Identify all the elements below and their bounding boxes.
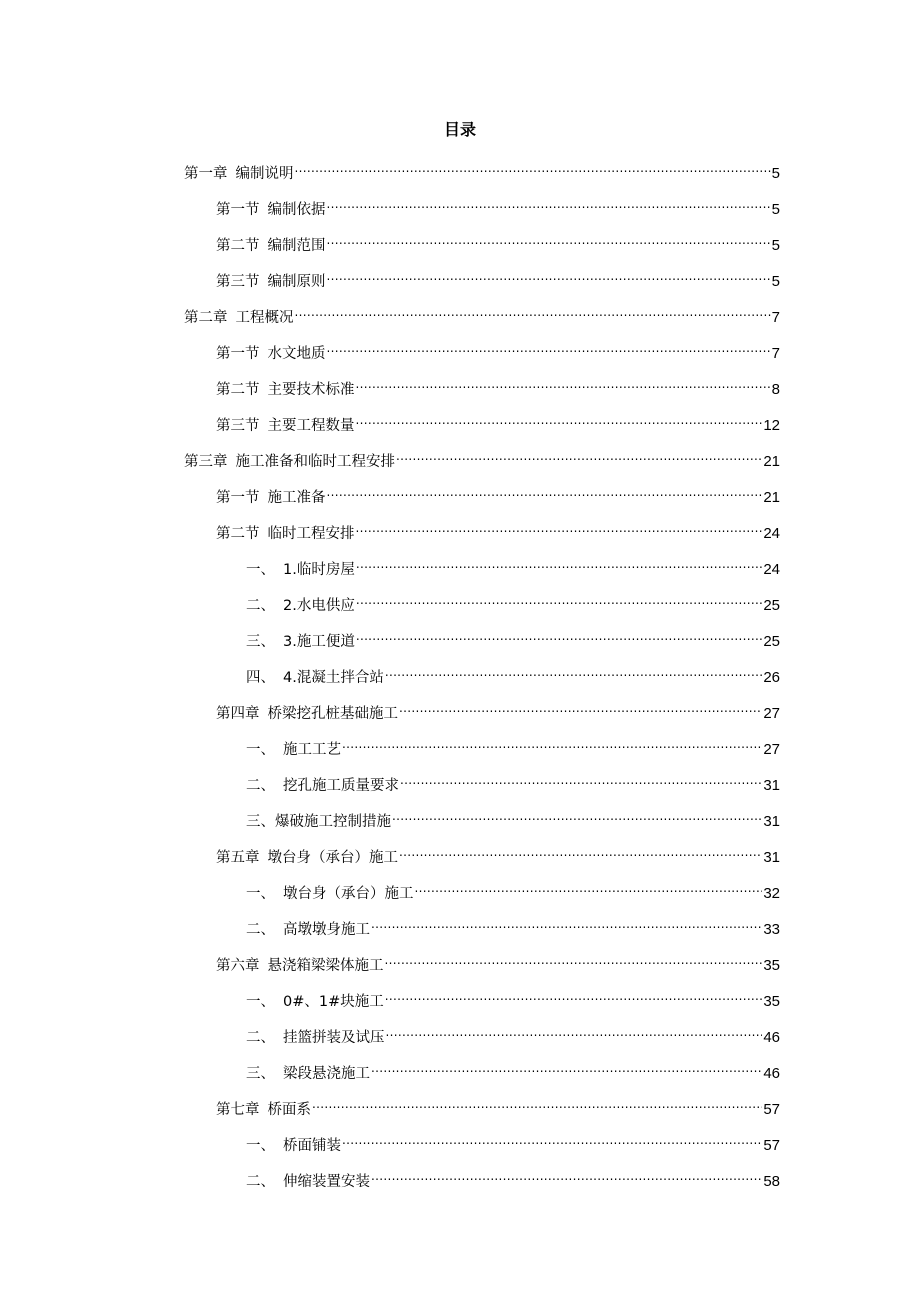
toc-page-number: 35 xyxy=(763,993,780,1010)
toc-page-number: 35 xyxy=(763,957,780,974)
toc-entry-label xyxy=(246,630,355,654)
toc-entry[interactable] xyxy=(246,730,780,758)
toc-entry-number: 第三章 xyxy=(184,454,228,470)
toc-entry-label xyxy=(216,1098,311,1122)
toc-page-number: 7 xyxy=(771,345,780,362)
toc-entry-text: 工程概况 xyxy=(235,310,294,326)
dot-leader xyxy=(371,1162,762,1186)
toc-entry-label xyxy=(246,774,399,798)
toc-entry-number: 第三节 xyxy=(216,274,260,290)
dot-leader xyxy=(295,154,771,178)
toc-entry-number: 第六章 xyxy=(216,958,260,974)
toc-page-number: 57 xyxy=(763,1137,780,1154)
toc-entry[interactable] xyxy=(216,406,780,434)
toc-entry-number: 第四章 xyxy=(216,706,260,722)
toc-entry-label xyxy=(246,882,414,906)
toc-entry-number: 二、 xyxy=(246,778,275,794)
toc-page-number: 5 xyxy=(771,273,780,290)
toc-entry-text: 4.混凝土拌合站 xyxy=(283,670,384,686)
toc-entry-text: 高墩墩身施工 xyxy=(283,922,370,938)
toc-entry-text: 墩台身（承台）施工 xyxy=(267,850,398,866)
dot-leader xyxy=(356,514,763,538)
toc-page-number: 25 xyxy=(763,597,780,614)
toc-entry[interactable] xyxy=(246,658,780,686)
toc-entry-number: 第三节 xyxy=(216,418,260,434)
dot-leader xyxy=(356,622,762,646)
toc-entry[interactable] xyxy=(216,190,780,218)
toc-entry[interactable] xyxy=(246,622,780,650)
dot-leader xyxy=(356,370,771,394)
toc-entry-text: 施工工艺 xyxy=(283,742,341,758)
toc-entry[interactable] xyxy=(246,550,780,578)
toc-entry-label xyxy=(184,306,294,330)
toc-entry-number: 第二章 xyxy=(184,310,228,326)
toc-entry-text: 伸缩装置安装 xyxy=(283,1174,370,1190)
dot-leader xyxy=(399,694,762,718)
toc-entry[interactable] xyxy=(246,1018,780,1046)
toc-page-number: 25 xyxy=(763,633,780,650)
toc-entry[interactable] xyxy=(246,1162,780,1190)
dot-leader xyxy=(342,1126,762,1150)
toc-entry-label xyxy=(246,1026,385,1050)
toc-entry-number: 三、 xyxy=(246,814,275,830)
toc-entry-text: 临时工程安排 xyxy=(267,526,355,542)
toc-entry-number: 三、 xyxy=(246,634,275,650)
toc-entry-label xyxy=(216,414,355,438)
toc-page-number: 58 xyxy=(763,1173,780,1190)
toc-entry-label xyxy=(184,162,294,186)
toc-entry[interactable] xyxy=(216,226,780,254)
toc-entry-number: 二、 xyxy=(246,922,275,938)
toc-entry-text: 桥梁挖孔桩基础施工 xyxy=(267,706,398,722)
dot-leader xyxy=(415,874,763,898)
toc-entry-label xyxy=(246,666,384,690)
toc-entry[interactable] xyxy=(184,298,780,326)
toc-entry[interactable] xyxy=(246,1054,780,1082)
toc-entry-text: 桥面铺装 xyxy=(283,1138,341,1154)
toc-entry[interactable] xyxy=(216,334,780,362)
toc-entry-number: 第二节 xyxy=(216,238,260,254)
toc-entry-label xyxy=(246,738,341,762)
dot-leader xyxy=(356,586,762,610)
dot-leader xyxy=(356,550,762,574)
toc-entry-number: 二、 xyxy=(246,1174,275,1190)
toc-entry[interactable] xyxy=(216,514,780,542)
toc-entry-number: 第一章 xyxy=(184,166,228,182)
toc-page-number: 46 xyxy=(763,1065,780,1082)
toc-entry-label xyxy=(246,1134,341,1158)
dot-leader xyxy=(327,478,763,502)
dot-leader xyxy=(371,910,762,934)
dot-leader xyxy=(327,226,771,250)
toc-entry-label xyxy=(216,234,326,258)
toc-entry-label xyxy=(246,1062,370,1086)
toc-entry-text: 2.水电供应 xyxy=(283,598,355,614)
toc-entry-number: 第二节 xyxy=(216,526,260,542)
toc-page-number: 5 xyxy=(771,237,780,254)
toc-entry-number: 第一节 xyxy=(216,346,260,362)
toc-entry-number: 一、 xyxy=(246,742,275,758)
toc-entry-label xyxy=(246,594,355,618)
toc-entry-label xyxy=(216,342,326,366)
toc-entry[interactable] xyxy=(246,802,780,830)
toc-entry-number: 第二节 xyxy=(216,382,260,398)
toc-entry-number: 四、 xyxy=(246,670,275,686)
toc-entry-text: 桥面系 xyxy=(267,1102,311,1118)
toc-entry-text: 3.施工便道 xyxy=(283,634,355,650)
toc-entry-number: 二、 xyxy=(246,598,275,614)
dot-leader xyxy=(392,802,762,826)
toc-page-number: 31 xyxy=(763,849,780,866)
toc-entry[interactable] xyxy=(216,694,780,722)
toc-entry-text: 主要技术标准 xyxy=(267,382,355,398)
dot-leader xyxy=(312,1090,762,1114)
toc-entry-label xyxy=(216,702,398,726)
toc-page-number: 21 xyxy=(763,453,780,470)
toc-page-number: 27 xyxy=(763,741,780,758)
dot-leader xyxy=(396,442,762,466)
toc-entry-label xyxy=(216,486,326,510)
toc-page-number: 46 xyxy=(763,1029,780,1046)
toc-entry-text: 梁段悬浇施工 xyxy=(283,1066,370,1082)
toc-page-number: 8 xyxy=(771,381,780,398)
toc-title: 目录 xyxy=(443,120,476,139)
dot-leader xyxy=(356,406,763,430)
toc-entry-label xyxy=(246,990,384,1014)
toc-page-number: 5 xyxy=(771,201,780,218)
toc-entry-label xyxy=(184,450,395,474)
toc-entry[interactable] xyxy=(216,1090,780,1118)
toc-entry-text: 挖孔施工质量要求 xyxy=(283,778,399,794)
toc-entry[interactable] xyxy=(246,874,780,902)
toc-entry-number: 第五章 xyxy=(216,850,260,866)
toc-page-number: 27 xyxy=(763,705,780,722)
dot-leader xyxy=(385,658,762,682)
toc-entry-label xyxy=(246,810,391,834)
dot-leader xyxy=(385,946,763,970)
toc-entry[interactable] xyxy=(216,262,780,290)
toc-page-number: 12 xyxy=(763,417,780,434)
toc-entry-text: 挂篮拼装及试压 xyxy=(283,1030,385,1046)
dot-leader xyxy=(385,982,763,1006)
toc-entry-number: 一、 xyxy=(246,1138,275,1154)
toc-entry-label xyxy=(216,198,326,222)
dot-leader xyxy=(399,838,762,862)
dot-leader xyxy=(295,298,771,322)
dot-leader xyxy=(342,730,762,754)
toc-entry-text: 悬浇箱梁梁体施工 xyxy=(267,958,384,974)
toc-entry[interactable] xyxy=(216,838,780,866)
toc-entry-text: 编制说明 xyxy=(235,166,294,182)
toc-page-number: 31 xyxy=(763,777,780,794)
toc-entry-text: 水文地质 xyxy=(267,346,326,362)
toc-page-number: 5 xyxy=(771,165,780,182)
toc-entry-number: 二、 xyxy=(246,1030,275,1046)
toc-entry-text: 墩台身（承台）施工 xyxy=(283,886,414,902)
dot-leader xyxy=(400,766,762,790)
toc-entry-label xyxy=(216,522,355,546)
toc-entry[interactable] xyxy=(246,1126,780,1154)
toc-entry-label xyxy=(246,918,370,942)
toc-entry-text: 施工准备 xyxy=(267,490,326,506)
toc-entry-label xyxy=(216,846,398,870)
dot-leader xyxy=(327,262,771,286)
toc-page-number: 7 xyxy=(771,309,780,326)
toc-entry-label xyxy=(246,1170,370,1194)
toc-entry[interactable] xyxy=(216,370,780,398)
toc-entry-text: 1.临时房屋 xyxy=(283,562,355,578)
dot-leader xyxy=(327,334,771,358)
toc-entry-number: 一、 xyxy=(246,562,275,578)
toc-entry[interactable] xyxy=(216,946,780,974)
toc-entry-text: 施工准备和临时工程安排 xyxy=(235,454,395,470)
toc-entry[interactable] xyxy=(246,982,780,1010)
toc-page-number: 57 xyxy=(763,1101,780,1118)
toc-entry[interactable] xyxy=(216,478,780,506)
toc-entry-label xyxy=(216,378,355,402)
toc-entry-text: 编制范围 xyxy=(267,238,326,254)
toc-page-number: 24 xyxy=(763,561,780,578)
toc-page-number: 31 xyxy=(763,813,780,830)
toc-entry-number: 第一节 xyxy=(216,202,260,218)
toc-entry-number: 第七章 xyxy=(216,1102,260,1118)
toc-page-number: 33 xyxy=(763,921,780,938)
dot-leader xyxy=(386,1018,763,1042)
toc-entry-number: 三、 xyxy=(246,1066,275,1082)
toc-entry[interactable] xyxy=(246,586,780,614)
toc-entry[interactable] xyxy=(246,766,780,794)
toc-entry-label xyxy=(216,270,326,294)
toc-page-number: 32 xyxy=(763,885,780,902)
toc-entry-text: 0#、1#块施工 xyxy=(283,994,384,1010)
toc-entry-number: 第一节 xyxy=(216,490,260,506)
toc-page-number: 21 xyxy=(763,489,780,506)
toc-entry[interactable] xyxy=(184,442,780,470)
toc-page-number: 26 xyxy=(763,669,780,686)
toc-entry-label xyxy=(216,954,384,978)
toc-entry-number: 一、 xyxy=(246,886,275,902)
toc-entry[interactable] xyxy=(246,910,780,938)
dot-leader xyxy=(327,190,771,214)
toc-entry[interactable] xyxy=(184,154,780,182)
toc-entry-text: 爆破施工控制措施 xyxy=(275,814,391,830)
toc-page-number: 24 xyxy=(763,525,780,542)
toc-entry-text: 编制原则 xyxy=(267,274,326,290)
dot-leader xyxy=(371,1054,762,1078)
toc-entry-label xyxy=(246,558,355,582)
toc-entry-number: 一、 xyxy=(246,994,275,1010)
toc-entry-text: 主要工程数量 xyxy=(267,418,355,434)
toc-entry-text: 编制依据 xyxy=(267,202,326,218)
